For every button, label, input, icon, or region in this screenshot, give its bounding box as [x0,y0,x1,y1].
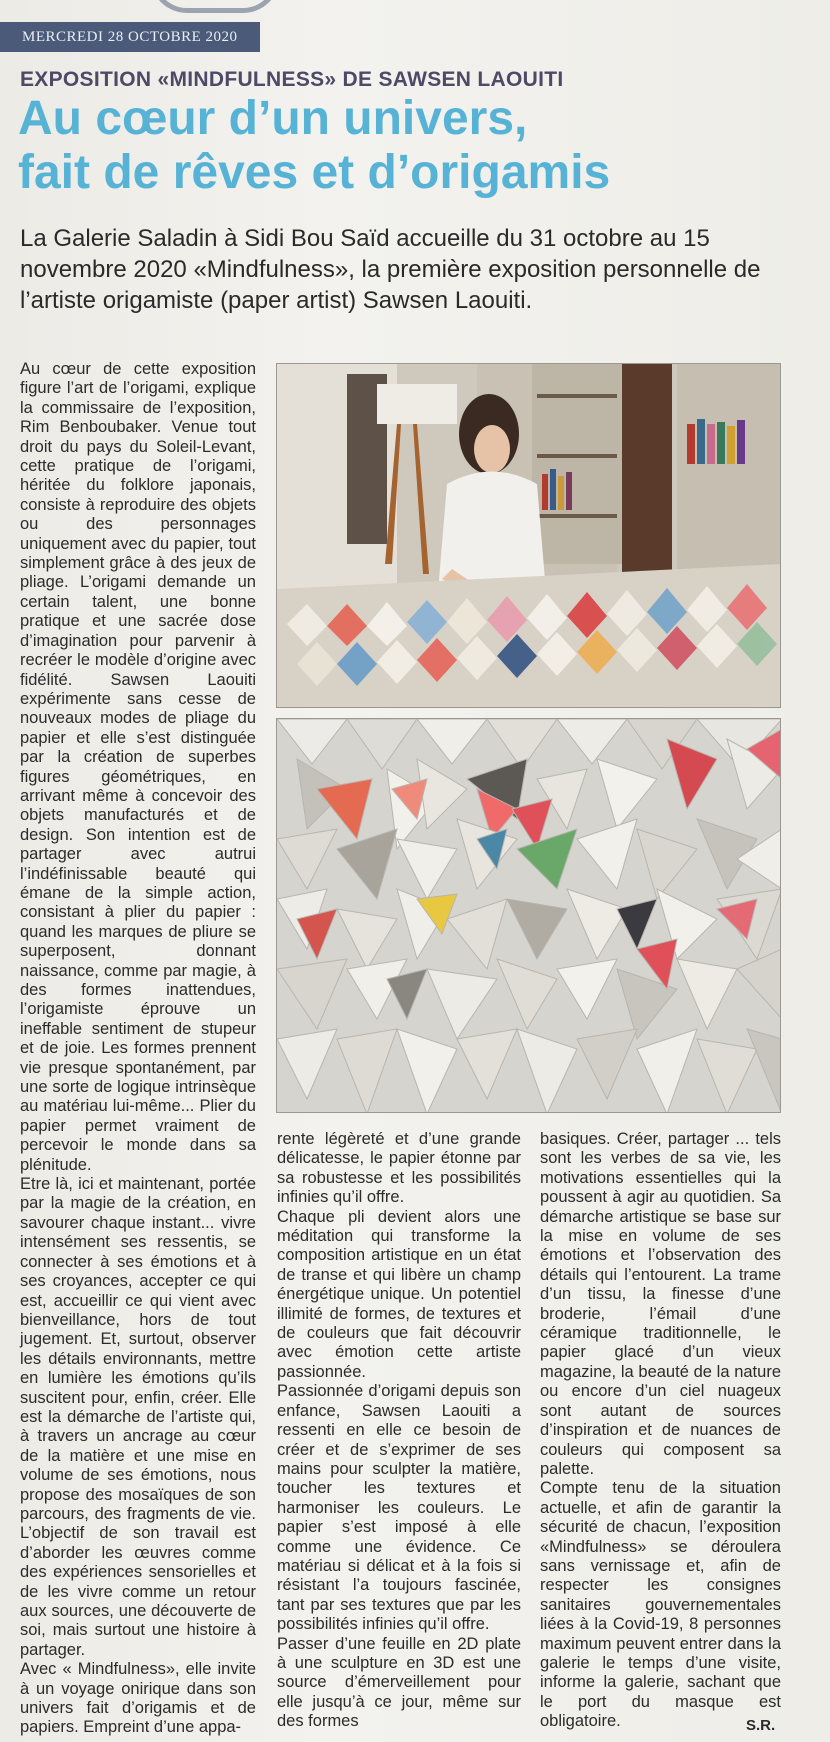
photo-artist-working [276,363,781,708]
headline-line-2: fait de rêves et d’origamis [18,146,611,199]
date-banner: MERCREDI 28 OCTOBRE 2020 [0,22,260,52]
photo-origami-image [277,719,781,1113]
photo-artist-image [277,364,781,708]
article-standfirst: La Galerie Saladin à Sidi Bou Saïd accueille du 31 octobre au 15 novembre 2020 «Mindfulness», la première exposition personnelle de l’artiste origamiste (paper artist) Sawsen Laouiti. [20,225,761,314]
body-column-3 [540,1130,781,1732]
article-kicker: EXPOSITION «MINDFULNESS» DE SAWSEN LAOUITI [20,68,564,91]
body-column-1 [20,360,256,1738]
masthead-fragment [150,0,280,13]
paragraph: rente légèreté et d’une grande délicatesse, le papier étonne par sa robustesse et les possibilités infinies qu’il offre. [277,1130,521,1207]
paragraph: basiques. Créer, partager ... tels sont les verbes de sa vie, les motivations essentielles qui la poussent à agir au quotidien. Sa démarche artistique se base sur la mise en volume de ses émotions et l’observation des détails qui l’entourent. La trame d’un tissu, la finesse d’une broderie, l’émail d’une céramique traditionnelle, le papier glacé d’un vieux magazine, la beauté de la nature ou encore d’un ciel nuageux sont autant de sources d’inspiration et de nuances de couleurs qui composent sa palette. [540,1130,781,1478]
paragraph: Passionnée d’origami depuis son enfance, Sawsen Laouiti a ressenti en elle ce besoin de créer et de s’exprimer de ses mains pour sculpter la matière, toucher les textures et harmoniser les couleurs. Le papier s’est imposé à elle comme une évidence. Ce matériau si délicat et à la fois si résistant l’a toujours fascinée, tant par ses textures que par les possibilités infinies qu’il offre. [277,1382,521,1634]
paragraph: Etre là, ici et maintenant, portée par la magie de la création, en savourer chaque instant... vivre intensément ses ressentis, se connecter à ses émotions et à ses croyances, accepter ce qui est, accueillir ce qui vient avec bienveillance, hors de tout jugement. Et, surtout, observer les détails environnants, mettre en lumière les émotions qu’ils suscitent pour, enfin, créer. Elle est la démarche de l’artiste qui, à travers un ancrage au cœur de la matière et une mise en volume de ses émotions, nous propose des mosaïques de son parcours, des fragments de vie. L’objectif de son travail est d’aborder les œuvres comme des expériences sensorielles et de les vivre comme un retour aux sources, une découverte de soi, mais surtout une histoire à partager. [20,1175,256,1659]
paragraph: Avec « Mindfulness», elle invite à un voyage onirique dans son univers fait d’origamis et de papiers. Empreint d’une appa- [20,1660,256,1737]
photo-origami-closeup [276,718,781,1113]
paragraph: Au cœur de cette exposition figure l’art de l’origami, explique la commissaire de l’exposition, Rim Benboubaker. Venue tout droit du pays du Soleil-Levant, cette pratique de l’origami, héritée du folklore japonais, consiste à reproduire des objets ou des personnages uniquement avec du papier, tout simplement grâce à des jeux de pliage. L’origami demande un certain talent, une bonne pratique et une sacrée dose d’imagination pour parvenir à recréer le modèle d’origine avec fidélité. Sawsen Laouiti expérimente sans cesse de nouveaux modes de pliage du papier et elle s’est distinguée par la création de superbes figures géométriques, en arrivant même à concevoir des objets manufacturés et de design. Son intention est de partager avec autrui l’indéfinissable beauté qui émane de la simple action, consistant à plier du papier : quand les marques de pliure se superposent, donnant naissance, comme par magie, à des formes inattendues, l’origamiste éprouve un ineffable sentiment de stupeur et de joie. Les formes prennent vie presque spontanément, par une sorte de logique intrinsèque au matériau lui-même... Plier du papier permet vraiment de percevoir le monde dans sa plénitude. [20,360,256,1174]
headline-line-1: Au cœur d’un univers, [18,92,528,145]
paragraph: Compte tenu de la situation actuelle, et afin de garantir la sécurité de chacun, l’exposition «Mindfulness» se déroulera sans vernissage et, afin de respecter les consignes sanitaires gouvernementales liées à la Covid-19, 8 personnes maximum peuvent entrer dans la galerie le temps d’une visite, informe la galerie, sachant que le port du masque est obligatoire. [540,1479,781,1731]
article-headline [18,92,818,200]
body-column-2 [277,1130,521,1732]
paragraph: Chaque pli devient alors une méditation qui transforme la composition artistique en un état de transe et qui libère un champ énergétique unique. Un potentiel illimité de formes, de textures et de couleurs que fait découvrir avec émotion cette artiste passionnée. [277,1207,521,1381]
author-signature: S.R. [746,1717,776,1734]
paragraph: Passer d’une feuille en 2D plate à une sculpture en 3D est une source d’émerveillement pour elle jusqu’à ce jour, même sur des formes [277,1634,521,1731]
